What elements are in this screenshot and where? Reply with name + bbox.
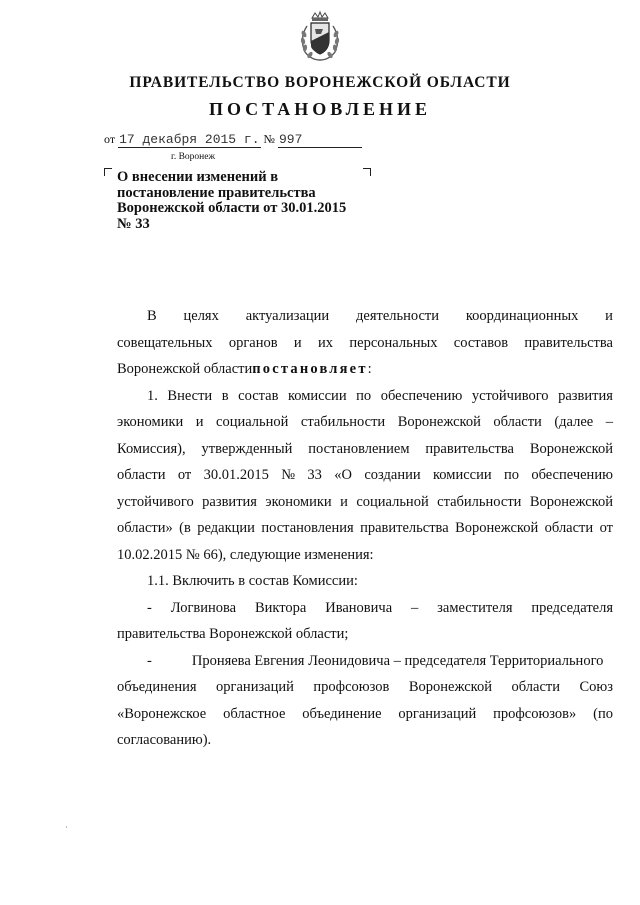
word: актуализации bbox=[245, 308, 330, 324]
word: области bbox=[511, 679, 560, 695]
word: – bbox=[411, 599, 419, 616]
member-2-line bbox=[117, 701, 613, 728]
word: объединения bbox=[117, 679, 197, 695]
word: области» bbox=[117, 520, 173, 536]
word: утвержденный bbox=[201, 440, 293, 457]
word: Логвинова bbox=[170, 599, 237, 616]
word: персональных bbox=[349, 334, 438, 351]
word: «Воронежское bbox=[117, 705, 207, 722]
member-2-note: согласованию). bbox=[117, 732, 212, 748]
word: совещательных bbox=[117, 334, 213, 351]
intro-line bbox=[117, 303, 613, 330]
word: составов bbox=[453, 334, 509, 351]
word: (далее bbox=[554, 414, 594, 430]
coat-of-arms-icon bbox=[293, 10, 347, 64]
word: Воронежской bbox=[408, 679, 492, 695]
intro-line bbox=[117, 330, 613, 357]
word: социальной bbox=[216, 414, 289, 430]
word: заместителя bbox=[437, 599, 513, 616]
item-1-1 bbox=[117, 568, 613, 595]
member-1-line bbox=[117, 621, 613, 648]
decree-date: 17 декабря 2015 г. bbox=[119, 132, 260, 147]
word: целях bbox=[183, 308, 219, 324]
decree-number: 997 bbox=[278, 133, 362, 148]
decree-body bbox=[117, 303, 613, 754]
word: социальной bbox=[356, 493, 429, 510]
title-bracket-left bbox=[104, 168, 112, 176]
word: редакции bbox=[197, 520, 255, 536]
word: обеспечению bbox=[531, 467, 613, 483]
word: № bbox=[281, 467, 296, 483]
title-line: № 33 bbox=[117, 215, 150, 232]
word: правительства bbox=[524, 334, 613, 351]
word: стабильности bbox=[300, 414, 386, 430]
word: экономики bbox=[265, 493, 332, 510]
word: в bbox=[221, 387, 229, 404]
word: и bbox=[293, 334, 302, 351]
word: и bbox=[195, 414, 204, 430]
word: координационных bbox=[465, 308, 579, 324]
word: организаций bbox=[398, 705, 477, 722]
word: Воронежской bbox=[529, 493, 613, 510]
word: устойчивого bbox=[117, 493, 194, 510]
member-2-line bbox=[117, 674, 613, 701]
word: комиссии bbox=[287, 387, 347, 404]
word: 1. bbox=[147, 387, 158, 404]
word: (в bbox=[179, 520, 191, 536]
word: председателя bbox=[531, 599, 613, 616]
member-2-dash: - bbox=[147, 652, 152, 669]
item-1-last-line: 10.02.2015 № 66), следующие изменения: bbox=[117, 546, 374, 563]
word: Воронежской bbox=[529, 440, 613, 457]
word: по bbox=[503, 467, 519, 483]
word: области bbox=[544, 520, 594, 536]
word: экономики bbox=[117, 414, 184, 430]
item-1-line bbox=[117, 489, 613, 516]
item-1-1-text: 1.1. Включить в состав Комиссии: bbox=[147, 573, 358, 589]
title-line: Воронежской области от 30.01.2015 bbox=[117, 200, 347, 216]
intro-text: Воронежской области bbox=[117, 361, 253, 377]
title-line: постановление правительства bbox=[117, 184, 316, 201]
word: 33 bbox=[307, 467, 322, 483]
member-2-line bbox=[117, 727, 613, 754]
word: развития bbox=[202, 493, 257, 510]
word: органов bbox=[228, 334, 278, 351]
word: профсоюзов» bbox=[493, 705, 577, 722]
member-2-line bbox=[117, 648, 613, 675]
word: Воронежской bbox=[455, 520, 539, 536]
word: состав bbox=[238, 387, 279, 404]
word: от bbox=[177, 467, 192, 483]
item-1-line bbox=[117, 515, 613, 542]
scan-speck bbox=[66, 826, 67, 828]
word: (по bbox=[593, 705, 613, 722]
intro-line bbox=[117, 356, 613, 383]
city-label: г. Воронеж bbox=[171, 152, 216, 162]
word: стабильности bbox=[437, 493, 522, 510]
government-name: ПРАВИТЕЛЬСТВО ВОРОНЕЖСКОЙ ОБЛАСТИ bbox=[129, 74, 511, 91]
word: Воронежской bbox=[397, 414, 481, 430]
word: Комиссия), bbox=[117, 440, 186, 457]
title-line: О внесении изменений в bbox=[117, 169, 279, 185]
member-2-text: Проняева Евгения Леонидовича – председателя Территориального bbox=[191, 652, 604, 669]
word: и bbox=[605, 308, 613, 324]
decree-title bbox=[117, 170, 367, 232]
word: устойчивого bbox=[471, 387, 549, 404]
word: области bbox=[117, 467, 166, 483]
word: правительства bbox=[360, 520, 449, 536]
word: Союз bbox=[579, 679, 613, 695]
word: – bbox=[605, 414, 613, 430]
member-1-position: правительства Воронежской области; bbox=[117, 626, 349, 642]
word: области bbox=[493, 414, 542, 430]
word: Ивановича bbox=[325, 599, 393, 616]
word: постановления bbox=[261, 520, 354, 536]
date-from-label: от bbox=[104, 132, 116, 146]
item-1-line bbox=[117, 462, 613, 489]
word: обеспечению bbox=[380, 387, 463, 404]
word: и bbox=[340, 493, 348, 510]
word: профсоюзов bbox=[313, 679, 390, 695]
item-1-line bbox=[117, 409, 613, 436]
word: деятельности bbox=[356, 308, 440, 324]
word: организаций bbox=[216, 679, 294, 695]
word: - bbox=[147, 599, 152, 616]
word: создании bbox=[364, 467, 421, 483]
word: областное bbox=[223, 705, 286, 722]
word: их bbox=[318, 334, 334, 351]
word: объединение bbox=[302, 705, 382, 722]
word: от bbox=[599, 520, 613, 536]
document-type: ПОСТАНОВЛЕНИЕ bbox=[208, 99, 432, 119]
word: Внести bbox=[167, 387, 213, 404]
intro-colon: : bbox=[367, 361, 372, 377]
word: «О bbox=[334, 467, 353, 483]
word: развития bbox=[558, 387, 613, 404]
item-1-line bbox=[117, 542, 613, 569]
word: правительства bbox=[425, 440, 514, 457]
item-1-line bbox=[117, 436, 613, 463]
item-1-line bbox=[117, 383, 613, 410]
number-label: № bbox=[263, 132, 275, 146]
date-line bbox=[104, 132, 362, 148]
decree-verb: постановляет bbox=[252, 361, 368, 377]
word: В bbox=[147, 308, 157, 324]
word: Виктора bbox=[254, 599, 307, 616]
word: постановлением bbox=[308, 440, 410, 457]
word: 30.01.2015 bbox=[203, 467, 269, 483]
word: по bbox=[356, 387, 372, 404]
word: комиссии bbox=[432, 467, 492, 483]
member-1-line bbox=[117, 595, 613, 622]
